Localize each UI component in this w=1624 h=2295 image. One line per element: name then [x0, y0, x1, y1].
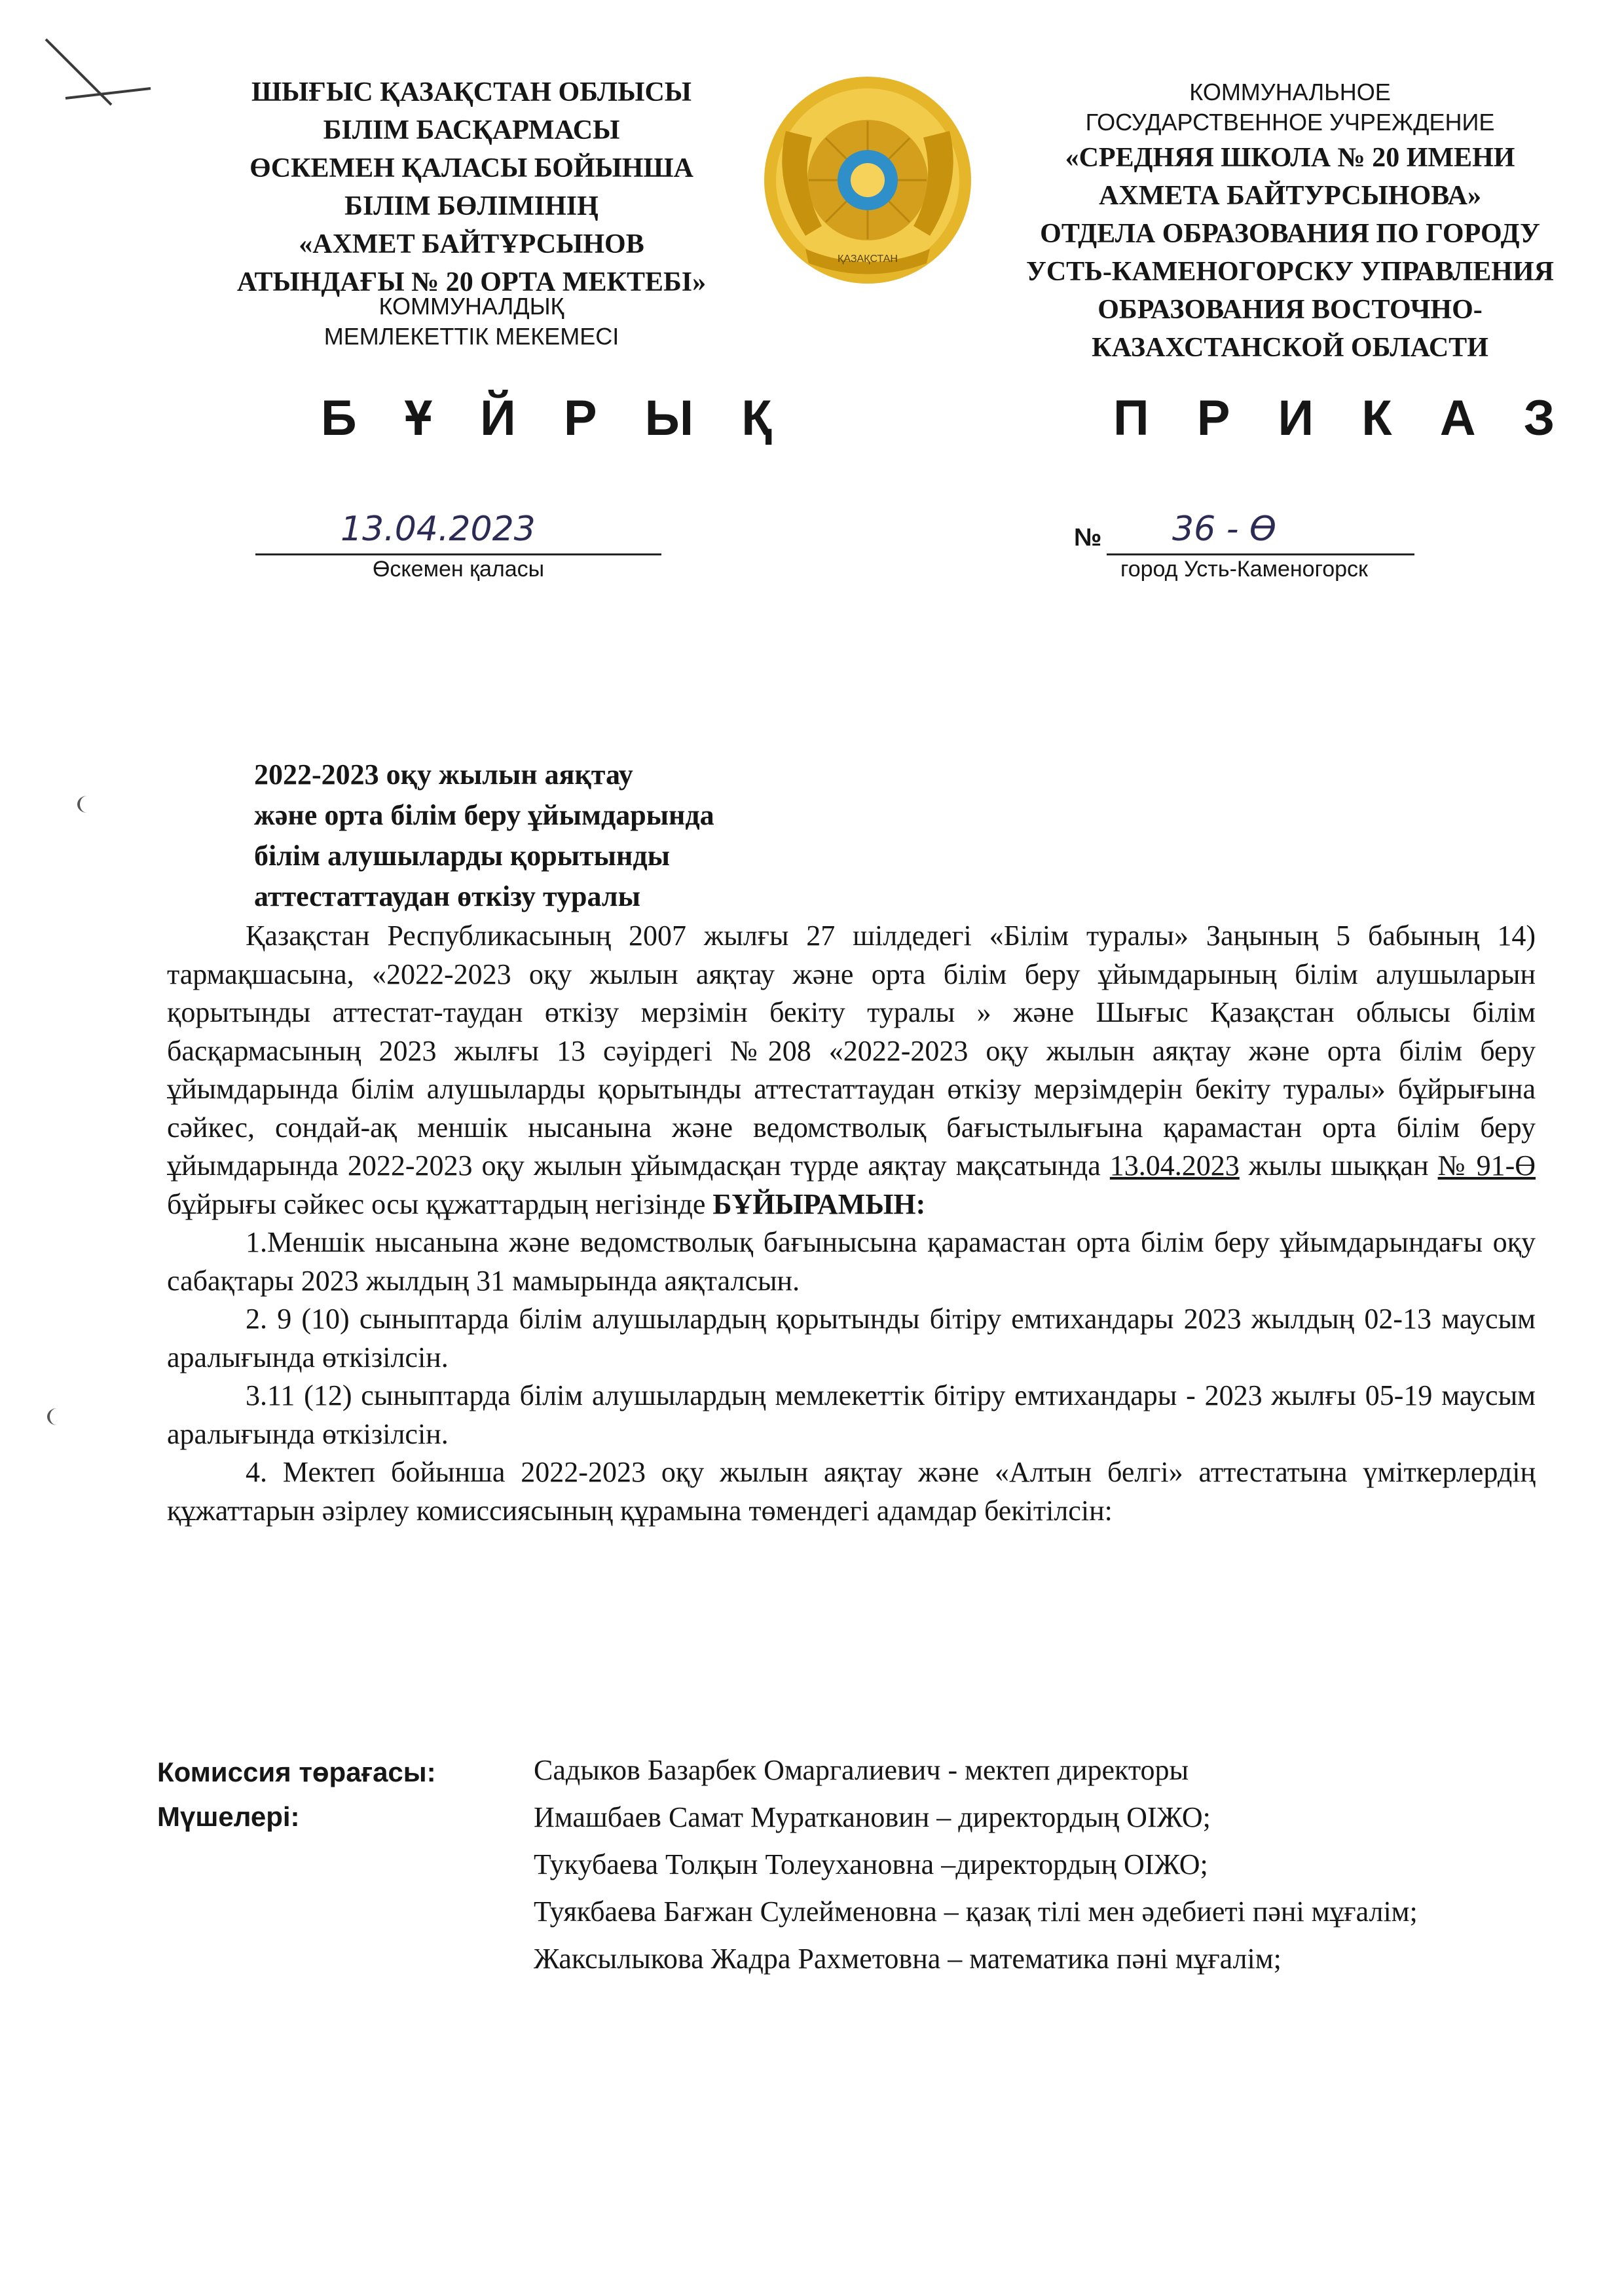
doc-type-ru: П Р И К А З — [1113, 390, 1572, 446]
header-kz-subtitle — [157, 291, 786, 352]
header-ru-subtitle — [995, 77, 1585, 138]
city-ru: город Усть-Каменогорск — [1120, 557, 1368, 582]
order-body — [167, 917, 1536, 1530]
header-kz-subline: МЕМЛЕКЕТТІК МЕКЕМЕСІ — [323, 323, 619, 350]
header-ru-subline: КОММУНАЛЬНОЕ — [1189, 79, 1391, 105]
header-ru-line: УСТЬ-КАМЕНОГОРСКУ УПРАВЛЕНИЯ — [1026, 257, 1554, 287]
preamble-text: Қазақстан Республикасының 2007 жылғы 27 шілдедегі «Білім туралы» Заңының 5 бабының 14) тармақшасына, «2022-2023 оқу жылын аяқтау және орта білім беру ұйымдарының білім алушыларын қорытынды аттестат-таудан өткізу мерзімін бекіту туралы » және Шығыс Қазақстан облысы білім басқармасының 2023 жылғы 13 сәуірдегі №208 «2022-2023 оқу жылын аяқтау және орта білім беру ұйымдарында білім алушыларды қорытынды аттестаттаудан өткізу мерзімдерін бекіту туралы» бұйрығына сәйкес, сондай-ақ меншік нысанына және ведомстволық бағыстылығына қарамастан орта білім беру ұйымдарында 2022-2023 оқу жылын ұйымдасқан түрде аяқтау мақсатында — [167, 920, 1536, 1182]
commission-member: Жаксылыкова Жадра Рахметовна – математика пәні мұғалім; — [534, 1943, 1282, 1975]
order-item: 2. 9 (10) сыныптарда білім алушылардың қорытынды бітіру емтихандары 2023 жылдың 02-13 маусым аралығында өткізілсін. — [167, 1303, 1536, 1373]
order-title-line: 2022-2023 оқу жылын аяқтау — [254, 758, 633, 791]
preamble-after-text: бұйрығы сәйкес осы құжаттардың негізінде — [167, 1187, 713, 1220]
preamble-mid-text: жылы шыққан — [1239, 1149, 1438, 1182]
state-emblem-logo — [760, 72, 976, 288]
order-title-line: және орта білім беру ұйымдарында — [254, 799, 714, 831]
order-title — [254, 755, 1040, 917]
emblem-text: ҚАЗАҚСТАН — [838, 253, 898, 265]
header-kz-line: ӨСКЕМЕН ҚАЛАСЫ БОЙЫНША — [249, 153, 693, 183]
preamble-paragraph — [167, 917, 1536, 1223]
order-item: 4. Мектеп бойынша 2022-2023 оқу жылын аяқтау және «Алтын белгі» аттестатына үміткерлердің құжаттарын әзірлеу комиссиясының құрамына төмендегі адамдар бекітілсін: — [167, 1456, 1536, 1527]
header-kz-subline: КОММУНАЛДЫҚ — [378, 293, 564, 320]
header-ru-org — [976, 139, 1604, 367]
number-sign: № — [1074, 524, 1102, 551]
header-ru-line: АХМЕТА БАЙТУРСЫНОВА» — [1099, 181, 1481, 211]
doc-type-kz: Б Ұ Й Р Ы Қ — [321, 390, 789, 446]
commission-chair: Садыков Базарбек Омаргалиевич - мектеп директоры — [534, 1754, 1189, 1786]
header-ru-line: ОТДЕЛА ОБРАЗОВАНИЯ ПО ГОРОДУ — [1040, 219, 1540, 249]
header-ru-line: «СРЕДНЯЯ ШКОЛА № 20 ИМЕНИ — [1065, 143, 1515, 173]
decree-word: БҰЙЫРАМЫН: — [712, 1187, 926, 1220]
order-number-ref: № 91-Ө — [1437, 1149, 1536, 1182]
order-item: 3.11 (12) сыныптарда білім алушылардың мемлекеттік бітіру емтихандары - 2023 жылғы 05-19 маусым аралығында өткізілсін. — [167, 1379, 1536, 1450]
punch-hole-mark — [47, 1408, 67, 1425]
header-kz-line: ШЫҒЫС ҚАЗАҚСТАН ОБЛЫСЫ — [251, 77, 692, 107]
commission-member: Туякбаева Бағжан Сулейменовна – қазақ тілі мен әдебиеті пәні мұғалім; — [534, 1895, 1418, 1928]
commission-member: Имашбаев Самат Мураткановин – директордың ОІЖО; — [534, 1801, 1211, 1833]
header-ru-line: КАЗАХСТАНСКОЙ ОБЛАСТИ — [1092, 333, 1488, 363]
order-title-line: білім алушыларды қорытынды — [254, 840, 670, 872]
order-item: 1.Меншік нысанына және ведомстволық бағынысына қарамастан орта білім беру ұйымдарындағы оқу сабақтары 2023 жылдың 31 мамырында аяқталсын. — [167, 1226, 1536, 1297]
order-title-line: аттестаттаудан өткізу туралы — [254, 880, 640, 912]
commission-members-label: Мүшелері: — [157, 1801, 300, 1832]
header-kz-line: БІЛІМ БАСҚАРМАСЫ — [323, 115, 620, 145]
punch-hole-mark — [77, 796, 97, 813]
number-handwritten: 36 - Ө — [1172, 510, 1276, 549]
commission-member: Тукубаева Толқын Толеухановна –директордың ОІЖО; — [534, 1848, 1208, 1880]
city-kz: Өскемен қаласы — [372, 557, 545, 582]
header-kz-line: «АХМЕТ БАЙТҰРСЫНОВ — [299, 229, 644, 259]
header-kz-org — [157, 73, 786, 301]
header-ru-line: ОБРАЗОВАНИЯ ВОСТОЧНО- — [1098, 295, 1483, 325]
commission-chair-label: Комиссия төрағасы: — [157, 1757, 436, 1787]
header-kz-line: БІЛІМ БӨЛІМІНІҢ — [344, 191, 599, 221]
commission-list — [534, 1750, 1516, 1986]
corner-pen-mark — [39, 26, 157, 118]
order-date-ref: 13.04.2023 — [1109, 1149, 1240, 1182]
date-handwritten: 13.04.2023 — [341, 510, 536, 549]
header-ru-subline: ГОСУДАРСТВЕННОЕ УЧРЕЖДЕНИЕ — [1085, 109, 1495, 136]
header-kz-line: АТЫНДАҒЫ № 20 ОРТА МЕКТЕБІ» — [236, 267, 707, 297]
